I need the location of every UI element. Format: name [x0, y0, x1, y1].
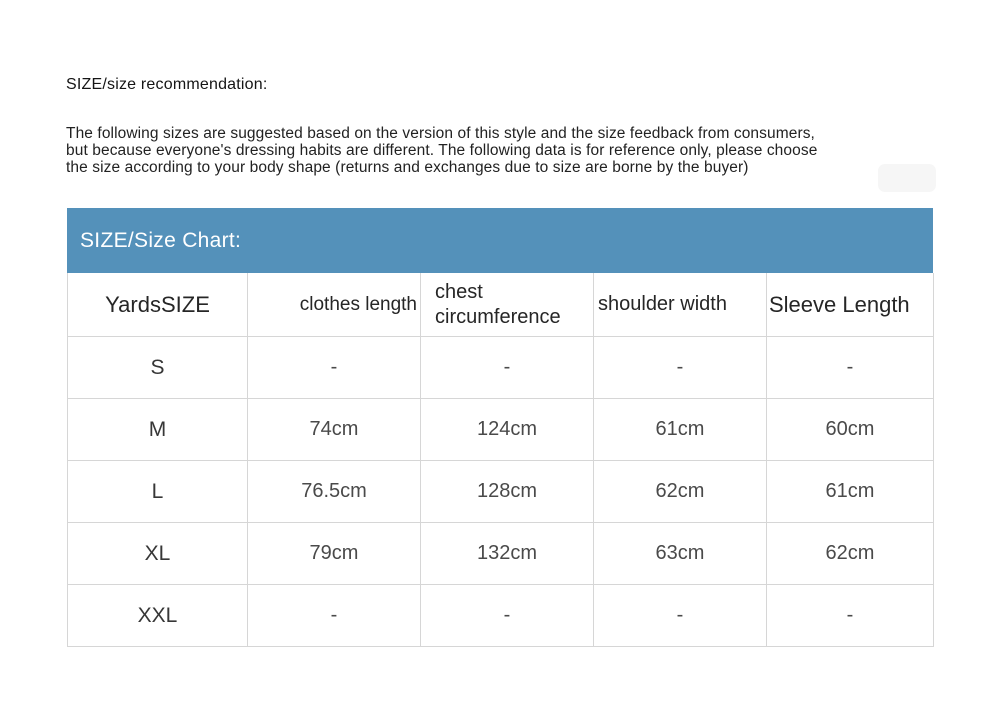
column-header-chest-circumference: chest circumference	[421, 273, 594, 337]
section-title: SIZE/size recommendation:	[66, 76, 268, 93]
cell-l-sleeve-length: 61cm	[767, 461, 934, 523]
cell-xl-shoulder-width: 63cm	[594, 523, 767, 585]
cell-xxl-shoulder-width: -	[594, 585, 767, 647]
cell-s-sleeve-length: -	[767, 337, 934, 399]
column-header-yards-size: YardsSIZE	[68, 273, 248, 337]
cell-m-chest-circumference: 124cm	[421, 399, 594, 461]
cell-m-sleeve-length: 60cm	[767, 399, 934, 461]
size-label-l: L	[68, 461, 248, 523]
cell-s-clothes-length: -	[248, 337, 421, 399]
watermark-remnant	[878, 164, 936, 192]
size-label-xxl: XXL	[68, 585, 248, 647]
cell-l-shoulder-width: 62cm	[594, 461, 767, 523]
desc-line-2: but because everyone's dressing habits are different. The following data is for reference only, please choose	[66, 142, 818, 159]
cell-s-chest-circumference: -	[421, 337, 594, 399]
column-header-shoulder-width: shoulder width	[594, 273, 767, 337]
cell-l-chest-circumference: 128cm	[421, 461, 594, 523]
cell-xxl-chest-circumference: -	[421, 585, 594, 647]
cell-xl-chest-circumference: 132cm	[421, 523, 594, 585]
cell-m-shoulder-width: 61cm	[594, 399, 767, 461]
cell-m-clothes-length: 74cm	[248, 399, 421, 461]
cell-xl-sleeve-length: 62cm	[767, 523, 934, 585]
desc-line-3: the size according to your body shape (returns and exchanges due to size are borne by the buyer)	[66, 159, 749, 176]
size-chart-table	[67, 273, 934, 647]
cell-l-clothes-length: 76.5cm	[248, 461, 421, 523]
column-header-clothes-length: clothes length	[248, 273, 421, 337]
size-label-m: M	[68, 399, 248, 461]
cell-xxl-clothes-length: -	[248, 585, 421, 647]
size-label-s: S	[68, 337, 248, 399]
size-recommendation-text	[66, 125, 938, 176]
cell-xxl-sleeve-length: -	[767, 585, 934, 647]
size-chart-banner-label: SIZE/Size Chart:	[80, 228, 242, 252]
cell-xl-clothes-length: 79cm	[248, 523, 421, 585]
size-label-xl: XL	[68, 523, 248, 585]
column-header-sleeve-length: Sleeve Length	[767, 273, 934, 337]
cell-s-shoulder-width: -	[594, 337, 767, 399]
desc-line-1: The following sizes are suggested based on the version of this style and the size feedback from consumers,	[66, 125, 815, 142]
size-chart-banner	[67, 208, 933, 273]
